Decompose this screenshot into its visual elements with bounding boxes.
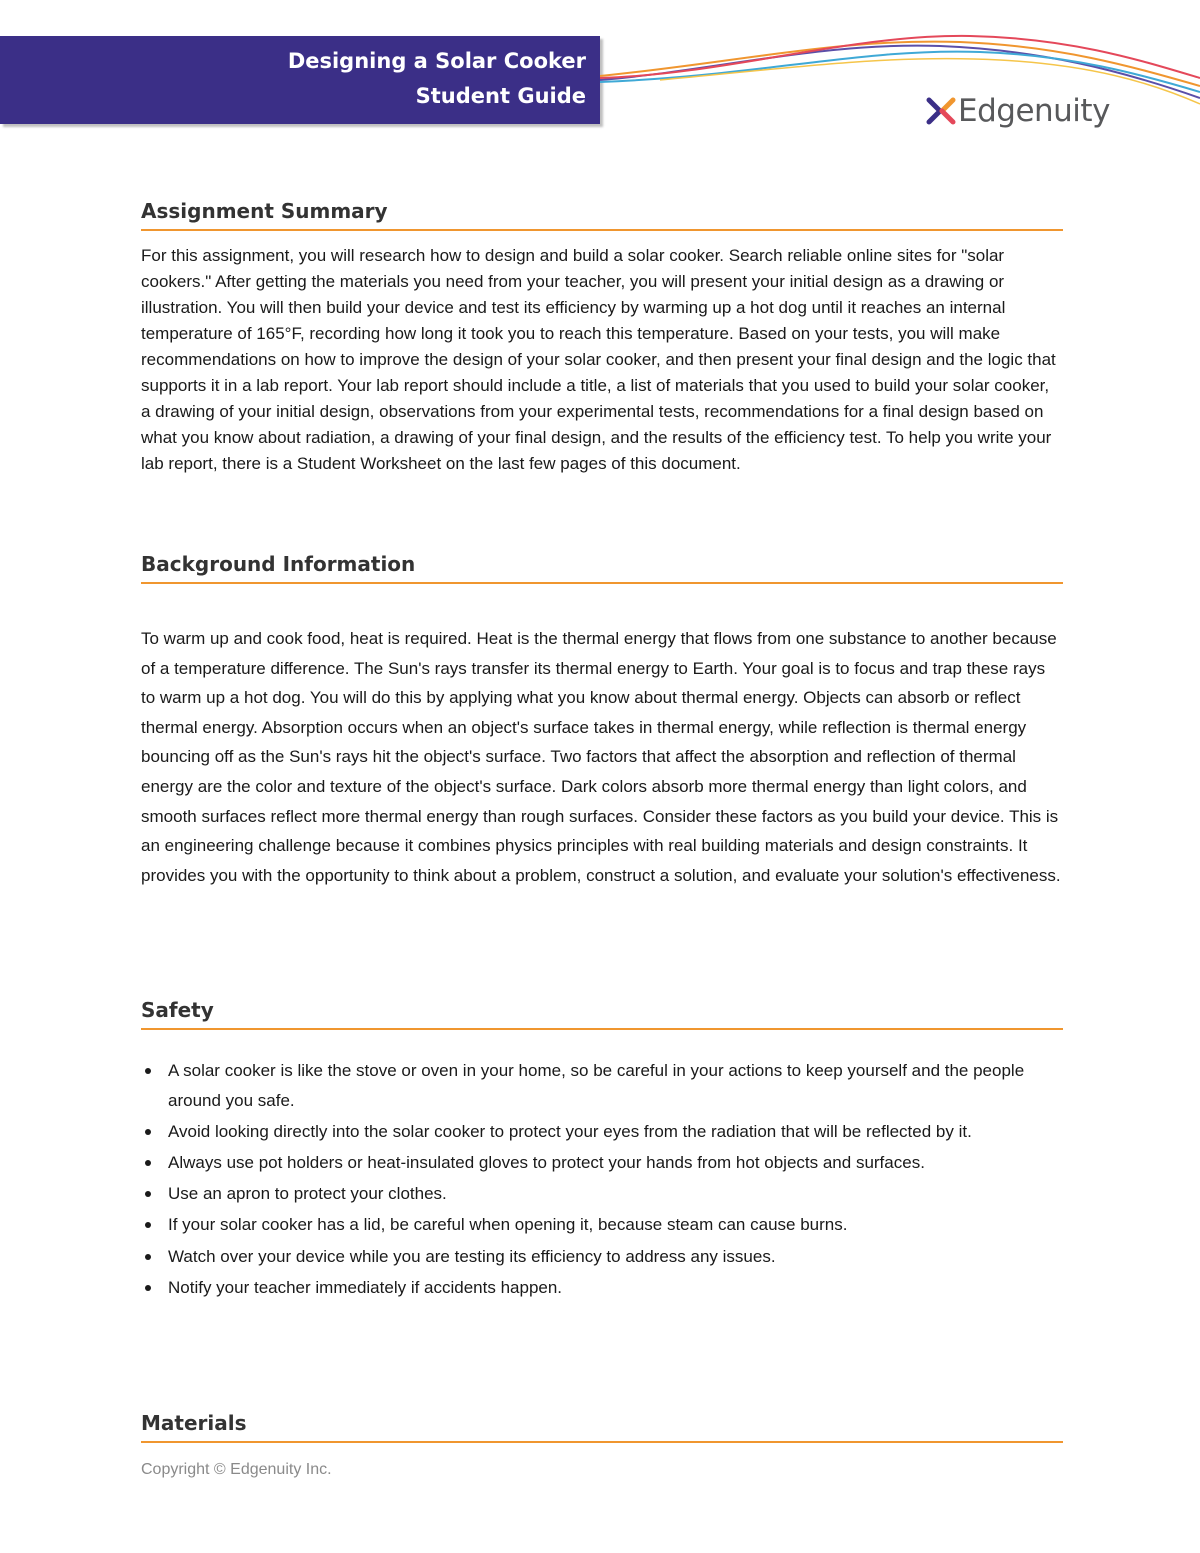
background-paragraph: To warm up and cook food, heat is required. Heat is the thermal energy that flows from one substance to another because of a temperature difference. The Sun's rays transfer its thermal energy to Earth. Your goal is to focus and trap these rays to warm up a hot dog. You will do this by applying what you know about thermal energy. Objects can absorb or reflect thermal energy. Absorption occurs when an object's surface takes in thermal energy, while reflection is thermal energy bouncing off as the Sun's rays hit the object's surface. Two factors that affect the absorption and reflection of thermal energy are the color and texture of the object's surface. Dark colors absorb more thermal energy than light colors, and smooth surfaces reflect more thermal energy than rough surfaces. Consider these factors as you build your device. This is an engineering challenge because it combines physics principles with real building materials and design constraints. It provides you with the opportunity to think about a problem, construct a solution, and evaluate your solution's effectiveness. <box>141 629 1061 885</box>
section-heading: Assignment Summary <box>141 197 1063 231</box>
edgenuity-x-logo-icon <box>926 96 956 126</box>
section-heading: Materials <box>141 1409 1063 1443</box>
decorative-swooshes <box>600 30 1200 110</box>
list-item: A solar cooker is like the stove or oven in your home, so be careful in your actions to keep yourself and the people around you safe. <box>168 1056 1038 1115</box>
logo-wordmark: Edgenuity <box>958 92 1110 129</box>
safety-list <box>141 1056 1038 1302</box>
background-information-section <box>141 550 1063 890</box>
edgenuity-logo <box>926 93 1110 129</box>
title-banner <box>0 36 600 124</box>
section-heading: Background Information <box>141 550 1063 584</box>
summary-paragraph: For this assignment, you will research how to design and build a solar cooker. Search reliable online sites for "solar cookers." After getting the materials you need from your teacher, you will present your initial design as a drawing or illustration. You will then build your device and test its efficiency by warming up a hot dog until it reaches an internal temperature of 165°F, recording how long it took you to reach this temperature. Based on your tests, you will make recommendations on how to improve the design of your solar cooker, and then present your final design and the logic that supports it in a lab report. Your lab report should include a title, a list of materials that you used to build your solar cooker, a drawing of your initial design, observations from your experimental tests, recommendations for a final design based on what you know about radiation, a drawing of your final design, and the results of the efficiency test. To help you write your lab report, there is a Student Worksheet on the last few pages of this document. <box>141 246 1056 473</box>
list-item: Use an apron to protect your clothes. <box>168 1179 1038 1209</box>
list-item: Always use pot holders or heat-insulated gloves to protect your hands from hot objects and surfaces. <box>168 1148 1038 1178</box>
list-item: Watch over your device while you are testing its efficiency to address any issues. <box>168 1242 1038 1272</box>
list-item: Notify your teacher immediately if accidents happen. <box>168 1273 1038 1303</box>
list-item: If your solar cooker has a lid, be careful when opening it, because steam can cause burns. <box>168 1210 1038 1240</box>
assignment-summary-section <box>141 197 1063 477</box>
section-heading: Safety <box>141 996 1063 1030</box>
copyright-footer: Copyright © Edgenuity Inc. <box>141 1461 332 1478</box>
safety-section <box>141 996 1063 1304</box>
list-item: Avoid looking directly into the solar cooker to protect your eyes from the radiation that will be reflected by it. <box>168 1117 1038 1147</box>
document-subtitle: Student Guide <box>415 84 586 108</box>
document-title: Designing a Solar Cooker <box>287 49 586 73</box>
materials-section <box>141 1409 1063 1443</box>
